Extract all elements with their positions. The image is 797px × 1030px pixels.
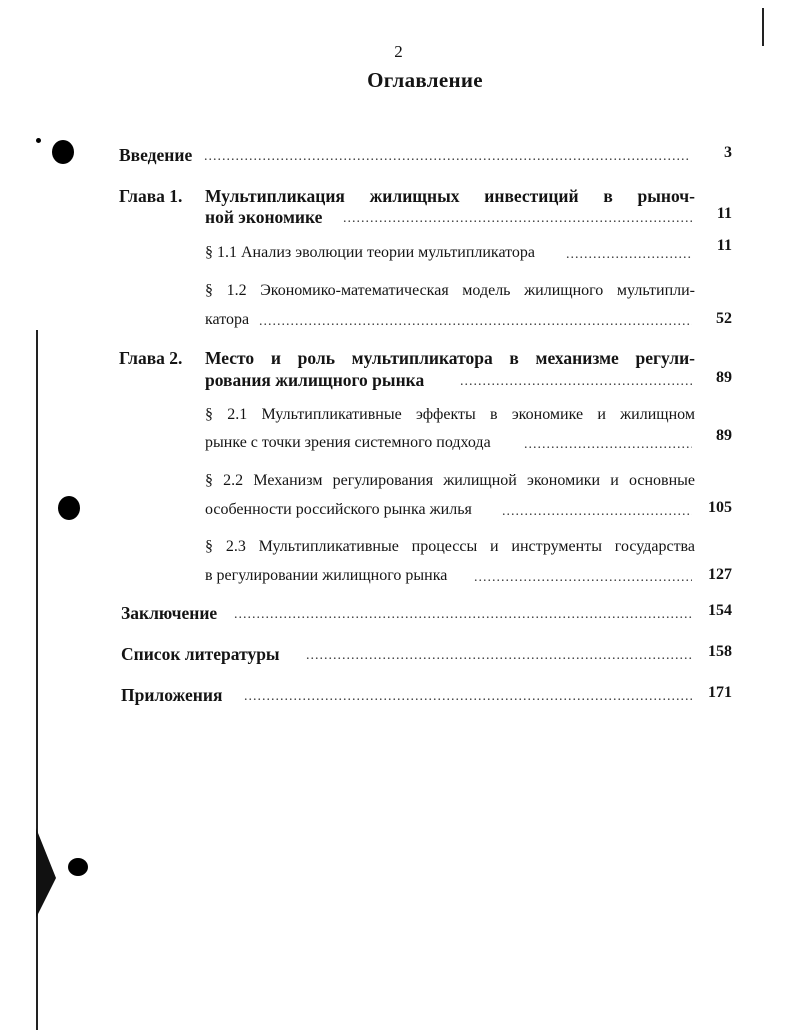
toc-ch2-title-line1[interactable]: Место и роль мультипликатора в механизме регули- xyxy=(205,348,695,368)
toc-ch1-page: 11 xyxy=(716,205,732,222)
toc-references-page: 158 xyxy=(708,643,732,660)
ink-blot xyxy=(52,140,74,164)
toc-ch1-title-line2[interactable]: ной экономике xyxy=(205,207,323,227)
toc-s23-line1[interactable]: § 2.3 Мультипликативные процессы и инструменты государства xyxy=(205,538,695,555)
toc-leader xyxy=(204,147,690,167)
toc-s21-line1[interactable]: § 2.1 Мультипликативные эффекты в экономике и жилищном xyxy=(205,406,695,423)
toc-s22-page: 105 xyxy=(708,499,732,516)
toc-leader xyxy=(460,372,692,392)
toc-leader xyxy=(343,209,692,229)
page-title: Оглавление xyxy=(367,68,483,92)
toc-ch2-page: 89 xyxy=(716,369,732,386)
toc-s23-line2[interactable]: в регулировании жилищного рынка xyxy=(205,567,448,584)
toc-s21-line2[interactable]: рынке с точки зрения системного подхода xyxy=(205,434,491,451)
toc-s11-text[interactable]: § 1.1 Анализ эволюции теории мультипликатора xyxy=(205,244,536,261)
toc-leader xyxy=(502,502,692,522)
toc-conclusion-label[interactable]: Заключение xyxy=(121,603,218,623)
toc-leader xyxy=(244,687,692,707)
scan-edge-shadow xyxy=(36,828,56,918)
toc-leader xyxy=(306,646,692,666)
toc-s21-page: 89 xyxy=(716,427,732,444)
toc-appendix-page: 171 xyxy=(708,684,732,701)
toc-leader xyxy=(234,605,692,625)
toc-references-label[interactable]: Список литературы xyxy=(121,644,280,664)
toc-conclusion-page: 154 xyxy=(708,602,732,619)
toc-s12-line1[interactable]: § 1.2 Экономико-математическая модель жилищного мультипли- xyxy=(205,282,695,299)
toc-s11-page: 11 xyxy=(716,237,732,254)
toc-s12-line2[interactable]: катора xyxy=(205,311,250,328)
scan-edge-line xyxy=(36,330,38,1030)
toc-ch2-label: Глава 2. xyxy=(119,348,183,368)
toc-intro-label[interactable]: Введение xyxy=(119,145,193,165)
toc-s12-page: 52 xyxy=(716,310,732,327)
toc-s22-line2[interactable]: особенности российского рынка жилья xyxy=(205,501,472,518)
toc-leader xyxy=(474,568,692,588)
toc-intro-page: 3 xyxy=(724,144,732,161)
toc-leader xyxy=(524,435,692,455)
toc-s23-page: 127 xyxy=(708,566,732,583)
ink-blot xyxy=(36,138,41,143)
toc-ch1-title-line1[interactable]: Мультипликация жилищных инвестиций в рыноч- xyxy=(205,186,695,206)
page-number: 2 xyxy=(394,42,403,61)
toc-ch2-title-line2[interactable]: рования жилищного рынка xyxy=(205,370,425,390)
toc-s22-line1[interactable]: § 2.2 Механизм регулирования жилищной экономики и основные xyxy=(205,472,695,489)
ink-blot xyxy=(68,858,88,876)
scan-edge-line xyxy=(762,8,764,46)
ink-blot xyxy=(58,496,80,520)
toc-leader xyxy=(259,312,692,332)
toc-appendix-label[interactable]: Приложения xyxy=(121,685,223,705)
toc-ch1-label: Глава 1. xyxy=(119,186,183,206)
